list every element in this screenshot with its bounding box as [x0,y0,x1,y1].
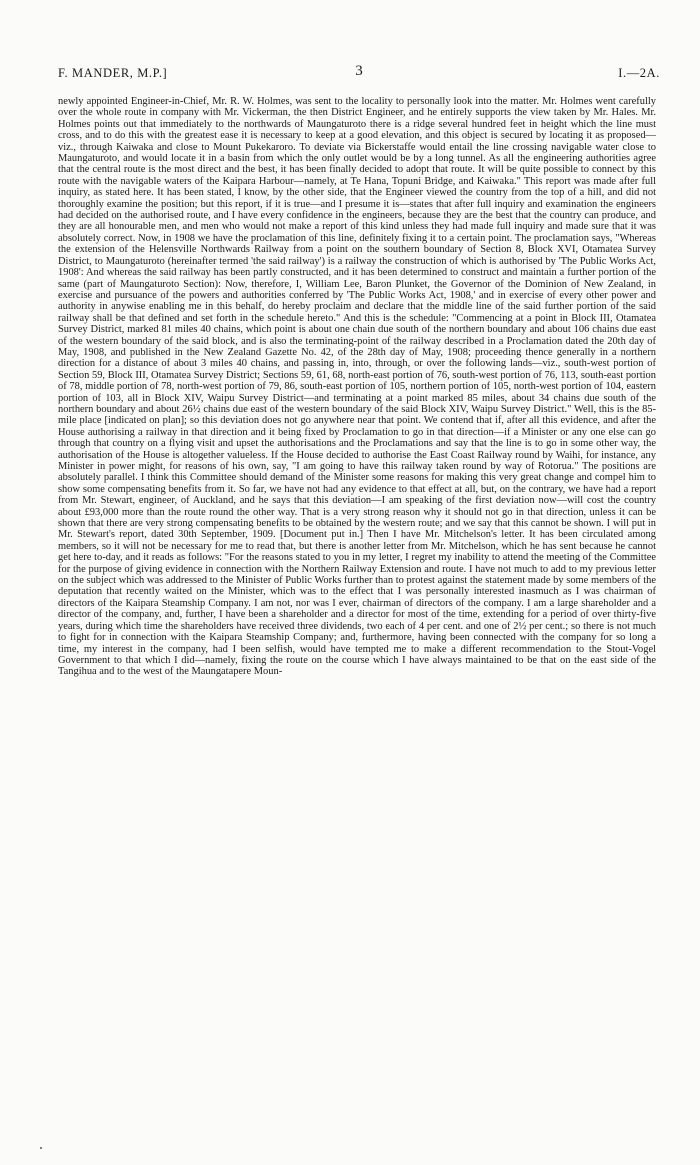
page-number: 3 [355,63,363,79]
page-header [58,63,660,82]
document-reference: I.—2A. [618,66,660,80]
body-text-block [58,96,656,678]
scan-mark [40,1147,42,1149]
header-author: F. MANDER, M.P.] [58,66,168,80]
body-paragraph: newly appointed Engineer-in-Chief, Mr. R. W. Holmes, was sent to the locality to personally look into the matter. Mr. Holmes went carefully over the whole route in company with Mr. Vickerman, the then District Engineer, and he entirely supports the view taken by Mr. Hales. Mr. Holmes points out that immediately to the northwards of Maungaturoto there is a ridge several hundred feet in height which the line must cross, and to do this with the greatest ease it is necessary to keep at a good elevation, and this object is secured by locating it as proposed—viz., through Kaiwaka and close to Mount Pukekaroro. To deviate via Bickerstaffe would entail the line crossing navigable water close to Maungaturoto, and would locate it in a basin from which the only outlet would be by a long tunnel. As all the engineering authorities agree that the central route is the most direct and the best, it has been finally decided to adopt that route. It will be quite possible to connect by this route with the navigable waters of the Kaipara Harbour—namely, at Te Hana, Topuni Bridge, and Kaiwaka." This report was made after full inquiry, as stated here. It has been stated, I know, by the other side, that the Engineer viewed the country from the top of a hill, and did not thoroughly examine the position; but this report, if it is true—and I presume it is—states that after full inquiry and examination the engineers had decided on the authorised route, and I have every confidence in the engineers, because they are the best that the country can produce, and they are all honourable men, and men who would not make a report of this kind unless they had made full inquiry and made sure that it was absolutely correct. Now, in 1908 we have the proclamation of this line, definitely fixing it to a certain point. The proclamation says, "Whereas the extension of the Helensville Northwards Railway from a point on the southern boundary of Section 8, Block XVI, Otamatea Survey District, to Maungaturoto (hereinafter termed 'the said railway') is a railway the construction of which is authorised by 'The Public Works Act, 1908': And whereas the said railway has been partly constructed, and it has been determined to construct and maintain a further portion of the same (part of Maungaturoto Section): Now, therefore, I, William Lee, Baron Plunket, the Governor of the Dominion of New Zealand, in exercise and pursuance of the powers and authorities conferred by 'The Public Works Act, 1908,' and in exercise of every other power and authority in anywise enabling me in this behalf, do hereby proclaim and declare that the middle line of the said further portion of the said railway shall be that defined and set forth in the schedule hereto." And this is the schedule: "Commencing at a point in Block III, Otamatea Survey District, marked 81 miles 40 chains, which point is about one chain due south of the northern boundary and about 106 chains due east of the western boundary of the said block, and is also the terminating-point of the railway described in a Proclamation dated the 20th day of May, 1908, and published in the New Zealand Gazette No. 42, of the 28th day of May, 1908; proceeding thence generally in a northern direction for a distance of about 3 miles 40 chains, and passing in, into, through, or over the following lands—viz., south-west portion of Section 59, Block III, Otamatea Survey District; Sections 59, 61, 68, north-east portion of 76, south-west portion of 76, 113, south-east portion of 78, middle portion of 78, north-west portion of 79, 86, south-east portion of 105, northern portion of 105, north-west portion of 104, eastern portion of 103, all in Block XIV, Waipu Survey District—and terminating at a point marked 85 miles, about 34 chains due south of the northern boundary and about 26½ chains due east of the western boundary of the said Block XIV, Waipu Survey District." Well, this is the 85-mile place [indicated on plan]; so this deviation does not go anywhere near that point. We contend that if, after all this evidence, and after the House authorising a railway in that direction and it being fixed by Proclamation to go in that direction—if a Minister or any one else can go through that country on a flying visit and upset the authorisations and the Proclamations and say that the line is to go in some other way, the authorisation of the House is altogether valueless. If the House decided to authorise the East Coast Railway round by Waihi, for instance, any Minister in power might, for reasons of his own, say, "I am going to have this railway taken round by way of Rotorua." The positions are absolutely parallel. I think this Committee should demand of the Minister some reasons for making this very great change and compel him to show some compensating benefits from it. So far, we have not had any evidence to that effect at all, but, on the contrary, we have had a report from Mr. Stewart, engineer, of Auckland, and he says that this deviation—I am speaking of the first deviation now—will cost the country about £93,000 more than the route round the other way. That is a very strong reason why it should not go in that direction, unless it can be shown that there are very strong compensating benefits to be obtained by the western route; and we say that this cannot be shown. I will put in Mr. Stewart's report, dated 30th September, 1909. [Document put in.] Then I have Mr. Mitchelson's letter. It has been circulated among members, so it will not be necessary for me to read that, but there is another letter from Mr. Mitchelson, which he has sent because he cannot get here to-day, and it reads as follows: "For the reasons stated to you in my letter, I regret my inability to attend the meeting of the Committee for the purpose of giving evidence in connection with the Northern Railway Extension and route. I have not much to add to my previous letter on the subject which was addressed to the Minister of Public Works further than to protest against the statement made by some members of the deputation that recently waited on the Minister, which was to the effect that I was personally interested inasmuch as I was chairman of directors of the Kaipara Steamship Company. I am not, nor was I ever, chairman of directors of the company. I am a large shareholder and a director of the company, and, further, I have been a shareholder and a director for most of the time, extending for a period of over thirty-five years, during which time the shareholders have received three dividends, two each of 4 per cent. and one of 2½ per cent.; so there is not much to fight for in connection with the Kaipara Steamship Company; and, furthermore, having been connected with the company for so long a time, my interest in the company, had I been selfish, would have tempted me to make a different recommendation to the Stout-Vogel Government to that which I did—namely, fixing the route on the course which I have always maintained to be that on the east side of the Tangihua and to the west of the Maungatapere Moun- [58,96,656,678]
